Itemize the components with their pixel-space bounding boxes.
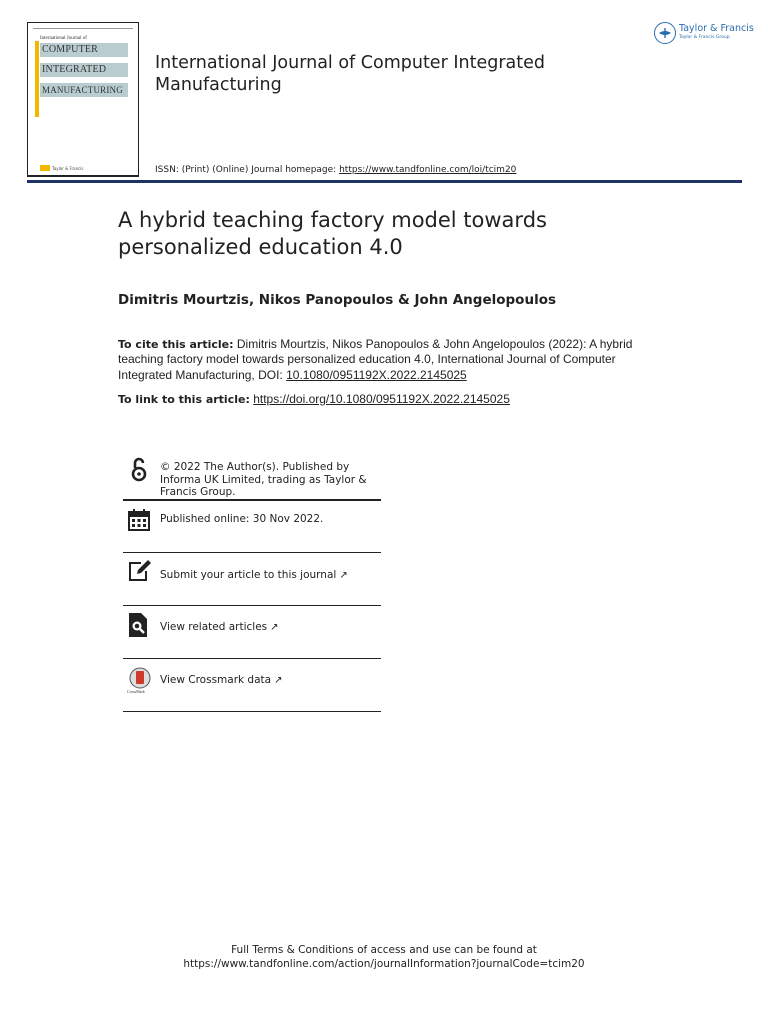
journal-cover-image	[27, 22, 139, 177]
cover-publisher-text: Taylor & Francis	[52, 166, 84, 171]
authors: Dimitris Mourtzis, Nikos Panopoulos & John Angelopoulos	[118, 292, 557, 308]
article-title: A hybrid teaching factory model towards personalized education 4.0	[118, 208, 547, 259]
edit-icon	[127, 559, 151, 583]
publisher-sub: Taylor & Francis Group	[679, 35, 730, 40]
cite-doi-link[interactable]: 10.1080/0951192X.2022.2145025	[286, 367, 467, 382]
journal-title: International Journal of Computer Integrated Manufacturing	[155, 53, 545, 95]
article-doi-link[interactable]: https://doi.org/10.1080/0951192X.2022.2145025	[253, 392, 510, 406]
copyright-text: © 2022 The Author(s). Published by Informa UK Limited, trading as Taylor & Francis Group.	[160, 461, 367, 498]
header-rule	[27, 180, 742, 183]
footer-line-1: Full Terms & Conditions of access and use can be found at	[231, 944, 537, 956]
link-line	[118, 392, 510, 406]
related-link[interactable]	[160, 621, 385, 635]
open-access-icon	[127, 457, 151, 481]
publisher-name: Taylor & Francis	[679, 23, 754, 34]
crossmark-row[interactable]	[123, 659, 381, 711]
taylor-francis-logo-icon	[654, 22, 676, 44]
submit-label: Submit your article to this journal	[160, 569, 337, 581]
taylor-francis-logo	[654, 22, 754, 46]
link-label: To link to this article:	[118, 393, 250, 406]
cover-top-rule	[33, 28, 133, 34]
issn-line	[155, 165, 516, 175]
calendar-icon	[127, 508, 151, 532]
issn-label: ISSN: (Print) (Online) Journal homepage:	[155, 165, 337, 175]
external-link-icon: ↗	[270, 622, 279, 633]
cover-band-manufacturing: MANUFACTURING	[40, 83, 128, 97]
external-link-icon: ↗	[274, 675, 283, 686]
divider	[123, 711, 381, 712]
open-access-row	[123, 455, 381, 500]
cite-text: Dimitris Mourtzis, Nikos Panopoulos & John Angelopoulos (2022): A hybrid teaching factory model towards personalized education 4.0, International Journal of Computer Integrated Manufacturing, DOI:	[118, 337, 633, 382]
cover-band-computer: COMPUTER	[40, 43, 128, 57]
cover-accent-stripe	[35, 41, 39, 117]
crossmark-small-text: CrossMark	[127, 689, 145, 694]
cover-underline	[27, 175, 138, 176]
published-text: Published online: 30 Nov 2022.	[160, 513, 324, 525]
crossmark-icon	[127, 667, 151, 694]
submit-row[interactable]	[123, 553, 381, 605]
document-search-icon	[127, 612, 151, 636]
citation-block	[118, 337, 648, 383]
submit-link[interactable]	[160, 569, 385, 583]
published-row	[123, 501, 381, 552]
related-row[interactable]	[123, 606, 381, 658]
cover-band-integrated: INTEGRATED	[40, 63, 128, 77]
journal-homepage-link[interactable]: https://www.tandfonline.com/loi/tcim20	[339, 165, 517, 175]
cover-publisher-logo	[40, 165, 50, 171]
crossmark-link[interactable]	[160, 674, 385, 688]
cover-journal-small: International Journal of	[40, 36, 87, 41]
cite-label: To cite this article:	[118, 338, 234, 351]
external-link-icon: ↗	[339, 570, 348, 581]
footer-terms-link[interactable]: https://www.tandfonline.com/action/journalInformation?journalCode=tcim20	[183, 958, 585, 970]
crossmark-label: View Crossmark data	[160, 674, 272, 686]
related-label: View related articles	[160, 621, 268, 633]
footer	[0, 943, 768, 971]
